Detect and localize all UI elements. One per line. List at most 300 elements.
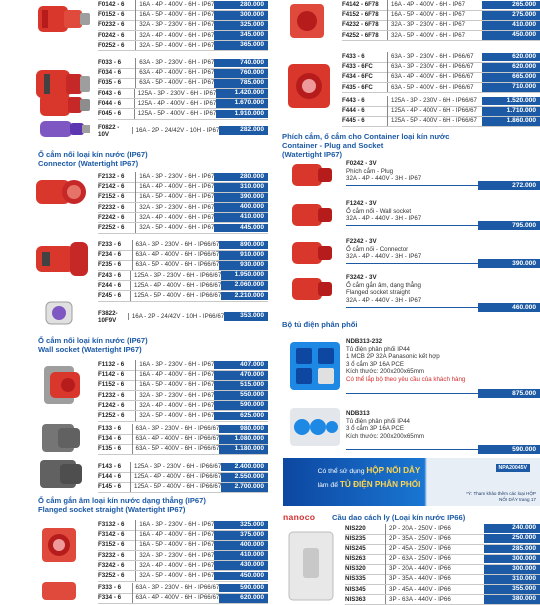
price-row: [345, 585, 540, 595]
panel-product: [346, 410, 540, 452]
price-underline: [346, 185, 478, 186]
product-spec: 63A - 4P - 400V - 6H - IP67: [135, 68, 214, 78]
row-divider: [98, 119, 268, 120]
product-code: F043 - 6: [98, 89, 122, 97]
product-spec: 125A - 4P - 400V - 6H - IP67: [134, 99, 217, 109]
product-spec: 125A - 5P - 400V - 6H - IP66/67: [130, 291, 221, 301]
product-code: F1152 - 6: [98, 381, 125, 389]
product-spec: 125A - 3P - 230V - 6H - IP66/67: [387, 96, 482, 106]
product-code: F244 - 6: [98, 281, 122, 289]
product-code: F034 - 6: [98, 69, 122, 77]
product-spec: 2P - 63A - 250V - IP66: [385, 554, 484, 564]
container-line1: Phích cắm - Plug: [346, 167, 394, 175]
product-price: 285.000: [484, 545, 540, 554]
price-row: [345, 564, 540, 574]
product-price: 910.000: [219, 251, 268, 260]
product-spec: 63A - 5P - 400V - 6H - IP66/67: [132, 444, 220, 454]
row-divider: [342, 126, 540, 127]
product-spec: 3P - 35A - 440V - IP66: [385, 574, 484, 584]
price-row: [342, 116, 540, 126]
container-code: F2242 - 3V: [346, 238, 377, 245]
wall-socket-16a-image: [34, 360, 92, 410]
product-spec: 63A - 3P - 230V - 6H - IP66/67: [132, 583, 220, 593]
price-row: [98, 593, 268, 603]
row-divider: [98, 301, 268, 302]
product-code: F033 - 6: [98, 59, 122, 66]
product-spec: 32A - 5P - 400V - 6H - IP67: [135, 411, 214, 421]
product-spec: 16A - 4P - 400V - 6H - IP67: [135, 370, 214, 380]
container-code: F3242 - 3V: [346, 274, 377, 281]
section-title-distribution-panel: Bộ tủ điện phân phối: [282, 320, 358, 329]
price-row: [98, 472, 268, 482]
product-spec: 63A - 5P - 400V - 6H - IP67: [135, 78, 214, 88]
section-title-flanged: Ổ cắm gắn âm loại kín nước dạng thẳng (IP67) Flanged socket straight (Watertight IP67): [38, 496, 206, 514]
row-divider: [98, 50, 268, 51]
price-row: [98, 89, 268, 99]
price-row: [98, 223, 268, 233]
plug-violet-image: [34, 118, 92, 140]
price-table-g4: [98, 240, 268, 301]
price-table-g8: [98, 520, 268, 581]
row-divider: [98, 454, 268, 455]
product-spec: 16A - 5P - 400V - 6H - IP67: [387, 10, 482, 20]
product-code: F4152 - 6F78: [342, 11, 379, 19]
product-spec: 32A - 3P - 230V - 6H - IP67: [135, 20, 214, 30]
price-row: [342, 83, 540, 93]
container-line2: 32A - 4P - 440V - 3H - IP67: [346, 215, 422, 223]
plug-125a-image: [34, 90, 92, 120]
price-row: [98, 482, 268, 492]
product-spec: 16A - 5P - 400V - 6H - IP67: [135, 10, 214, 20]
product-price: 380.000: [484, 595, 540, 604]
product-spec: 32A - 5P - 400V - 6H - IP67: [387, 31, 482, 41]
container-line3: 32A - 4P - 440V - 3H - IP67: [346, 296, 422, 304]
price-row: [345, 544, 540, 554]
product-code: F445 - 6: [342, 117, 365, 125]
panel-spec-line: Kích thước: 200x200x65mm: [346, 368, 425, 376]
section-title-container: Phích cắm, ổ cắm cho Container loại kín nước Container - Plug and Socket (Watertight IP67): [282, 132, 450, 159]
product-code: F044 - 6: [98, 99, 122, 107]
price-underline: [346, 449, 478, 450]
price-row: [342, 96, 540, 106]
price-row: [98, 182, 268, 192]
price-row: [98, 68, 268, 78]
product-price: 2.550.000: [221, 473, 268, 482]
product-code: F434 - 6FC: [342, 73, 373, 81]
product-price: 325.000: [214, 521, 268, 530]
row-f3822: F3822-10F9V 16A - 2P - 24/42V - 10H - IP66/67 353.000: [98, 312, 268, 321]
product-price: 410.000: [482, 21, 540, 30]
product-spec: 16A - 4P - 400V - 6H - IP67: [135, 182, 214, 192]
product-spec: 32A - 5P - 400V - 6H - IP67: [135, 223, 214, 233]
product-spec: 32A - 5P - 400V - 6H - IP67: [135, 41, 214, 51]
product-code: F145 - 6: [98, 483, 122, 491]
product-price: 430.000: [214, 561, 268, 570]
product-price: 2.700.000: [221, 483, 268, 492]
price-row: [98, 10, 268, 20]
product-spec: 125A - 5P - 400V - 6H - IP66/67: [130, 482, 221, 492]
product-spec: 125A - 3P - 230V - 6H - IP66/67: [130, 271, 221, 281]
price-table-g5: [98, 360, 268, 421]
row-divider: [98, 581, 268, 582]
plug-16a-image: [34, 0, 92, 40]
price-underline: [346, 393, 478, 394]
product-code: F2132 - 6: [98, 173, 125, 180]
product-spec: 3P - 20A - 440V - IP66: [385, 564, 484, 574]
product-spec: 32A - 4P - 400V - 6H - IP67: [135, 561, 214, 571]
banner-product-label: NPA20045V: [496, 464, 530, 472]
price-row: [345, 554, 540, 564]
product-price: 2.210.000: [221, 292, 268, 301]
panel-note: Có thể lắp bộ theo yêu cầu của khách hàng: [346, 375, 466, 383]
section-title-wall-socket: Ổ cắm nối loại kín nước (IP67) Wall socket (Watertight IP67): [38, 336, 148, 354]
price-table-g6: [98, 424, 268, 455]
product-code: F3152 - 6: [98, 541, 125, 549]
product-price: 980.000: [219, 425, 268, 434]
panel-spec-line: 3 ổ cắm 3P 16A PCE: [346, 425, 405, 433]
product-spec: 16A - 3P - 230V - 6H - IP67: [135, 360, 214, 370]
product-price: 275.000: [482, 11, 540, 20]
product-code: F2252 - 6: [98, 223, 125, 231]
product-spec: 16A - 3P - 230V - 6H - IP67: [135, 172, 214, 182]
price-row: [98, 571, 268, 581]
price-row: [98, 203, 268, 213]
product-spec: 2P - 35A - 250V - IP66: [385, 534, 484, 544]
product-price: 240.000: [484, 524, 540, 533]
product-spec: 63A - 3P - 230V - 6H - IP66/67: [132, 240, 220, 250]
product-spec: 125A - 3P - 230V - 6H - IP67: [134, 89, 217, 99]
container-product: [346, 274, 540, 312]
container-line2: 32A - 4P - 440V - 3H - IP67: [346, 175, 422, 183]
container-code: F0242 - 3V: [346, 160, 377, 167]
product-spec: 125A - 3P - 230V - 6H - IP66/67: [130, 462, 221, 472]
price-table-g3: [98, 172, 268, 233]
product-code: F443 - 6: [342, 97, 365, 104]
panel-spec-line: Tủ điện phân phối IP44: [346, 417, 410, 425]
price-row: [342, 31, 540, 41]
product-spec: 63A - 5P - 400V - 6H - IP66/67: [132, 260, 220, 270]
product-spec: 63A - 3P - 230V - 6H - IP66/67: [387, 52, 482, 62]
product-code: F234 - 6: [98, 251, 122, 259]
distribution-box-232-image: [286, 338, 344, 394]
price-row: [98, 411, 268, 421]
product-price: 785.000: [214, 79, 268, 88]
price-row: [98, 540, 268, 550]
price-row: [342, 20, 540, 30]
product-price: 1.080.000: [219, 435, 268, 444]
price-row: [342, 0, 540, 10]
product-spec: 32A - 4P - 400V - 6H - IP67: [135, 31, 214, 41]
container-code: F1242 - 3V: [346, 200, 377, 207]
product-price: 280.000: [214, 1, 268, 10]
product-code: F2152 - 6: [98, 193, 125, 201]
product-code: F333 - 6: [98, 584, 122, 591]
product-spec: 16A - 4P - 400V - 6H - IP67: [135, 0, 214, 10]
product-code: F435 - 6FC: [342, 83, 373, 91]
product-price: 410.000: [214, 213, 268, 222]
price-row: [98, 271, 268, 281]
product-spec: 32A - 3P - 230V - 6H - IP67: [135, 391, 214, 401]
banner-footnote: *Ý: Tham khảo thêm các loại HỘP NỐI DÂY trang 17: [466, 491, 536, 502]
product-code: F143 - 6: [98, 463, 122, 470]
product-spec: 32A - 3P - 230V - 6H - IP67: [135, 551, 214, 561]
product-price: 445.000: [214, 224, 268, 233]
product-spec: 32A - 5P - 400V - 6H - IP67: [135, 571, 214, 581]
product-price: 250.000: [484, 534, 540, 543]
product-price: 1.860.000: [482, 117, 540, 126]
price-row: [342, 52, 540, 62]
product-price: 450.000: [214, 572, 268, 581]
product-spec: 63A - 4P - 400V - 6H - IP66/67: [132, 593, 220, 603]
product-code: F3142 - 6: [98, 531, 125, 539]
price-row: [342, 10, 540, 20]
product-spec: 63A - 3P - 230V - 6H - IP66/67: [387, 62, 482, 72]
product-spec: 63A - 4P - 400V - 6H - IP66/67: [132, 250, 220, 260]
product-code: NIS363: [345, 595, 366, 603]
product-code: F1132 - 6: [98, 361, 125, 368]
container-product-image: [288, 200, 346, 230]
product-code: F4232 - 6F78: [342, 21, 379, 29]
container-price: 795.000: [478, 221, 540, 230]
product-code: F1142 - 6: [98, 371, 125, 379]
product-code: NIS263: [345, 555, 366, 563]
product-price: 1.420.000: [216, 89, 268, 98]
price-row: [98, 561, 268, 571]
container-product-image: [288, 238, 346, 268]
price-row: [98, 250, 268, 260]
price-row: [98, 360, 268, 370]
product-code: F035 - 6: [98, 79, 122, 87]
container-product-image: [288, 160, 346, 190]
price-row: [98, 78, 268, 88]
price-row: [98, 530, 268, 540]
product-spec: 16A - 5P - 400V - 6H - IP67: [135, 540, 214, 550]
product-code: F3232 - 6: [98, 551, 125, 559]
row-divider: [98, 421, 268, 422]
product-price: 590.000: [219, 584, 268, 593]
price-row: [98, 444, 268, 454]
panel-code: NDB313-232: [346, 338, 383, 345]
product-code: F243 - 6: [98, 271, 122, 279]
product-spec: 16A - 5P - 400V - 6H - IP67: [135, 380, 214, 390]
panel-spec-line: Tủ điện phân phối IP44: [346, 345, 410, 353]
price-row: [98, 391, 268, 401]
product-code: F0252 - 6: [98, 41, 125, 49]
product-spec: 3P - 63A - 440V - IP66: [385, 595, 484, 605]
product-spec: 32A - 4P - 400V - 6H - IP67: [135, 401, 214, 411]
product-price: 930.000: [219, 261, 268, 270]
product-code: NIS335: [345, 575, 366, 583]
product-spec: 63A - 5P - 400V - 6H - IP66/67: [387, 83, 482, 93]
container-product: [346, 200, 540, 238]
panel-code: NDB313: [346, 410, 370, 417]
product-code: NIS320: [345, 565, 366, 573]
product-code: F135 - 6: [98, 445, 122, 453]
product-price: 1.710.000: [482, 107, 540, 116]
panel-spec-line: Kích thước: 200x200x65mm: [346, 432, 425, 440]
product-code: F2242 - 6: [98, 213, 125, 221]
product-price: 760.000: [214, 69, 268, 78]
product-price: 310.000: [484, 575, 540, 584]
flanged-angled-63a-image: [284, 58, 342, 116]
product-code: F133 - 6: [98, 425, 122, 432]
price-row: [342, 106, 540, 116]
container-line2: 32A - 4P - 440V - 3H - IP67: [346, 253, 422, 261]
product-price: 1.670.000: [216, 99, 268, 108]
product-code: F4142 - 6F78: [342, 1, 379, 8]
product-spec: 125A - 4P - 400V - 6H - IP66/67: [130, 281, 221, 291]
product-price: 590.000: [214, 401, 268, 410]
price-row: [98, 213, 268, 223]
flanged-63a-image: [34, 580, 92, 600]
product-spec: 2P - 20A - 250V - IP66: [385, 524, 484, 534]
product-code: NIS345: [345, 585, 366, 593]
product-price: 300.000: [214, 11, 268, 20]
price-row: [98, 370, 268, 380]
product-code: NIS220: [345, 525, 366, 532]
panel-price: 875.000: [478, 389, 540, 398]
row-divider: [98, 492, 268, 493]
distribution-box-image: [286, 402, 344, 450]
product-spec: 3P - 45A - 440V - IP66: [385, 585, 484, 595]
banner-line1: Có thể sử dụng HỘP NỐI DÂY: [317, 466, 421, 475]
container-line1: Ổ cắm nối - Connector: [346, 245, 409, 253]
product-code: F134 - 6: [98, 435, 122, 443]
product-price: 740.000: [214, 59, 268, 68]
product-price: 1.180.000: [219, 445, 268, 454]
product-code: F245 - 6: [98, 291, 122, 299]
price-row: [98, 172, 268, 182]
product-code: NIS235: [345, 535, 366, 543]
product-price: 625.000: [214, 412, 268, 421]
product-code: F1242 - 6: [98, 401, 125, 409]
row-f0822: F0822 - 10V 16A - 2P - 24/42V - 10H - IP67 282.000: [98, 126, 268, 135]
row-divider: [98, 603, 268, 604]
product-price: 300.000: [484, 555, 540, 564]
product-code: F2232 - 6: [98, 203, 125, 211]
product-price: 515.000: [214, 381, 268, 390]
container-line1: Ổ cắm gắn âm, dạng thẳng: [346, 281, 421, 289]
container-product-image: [288, 274, 346, 304]
flanged-angled-16a-image: [286, 0, 344, 42]
product-spec: 16A - 4P - 400V - 6H - IP67: [135, 530, 214, 540]
price-row: [98, 424, 268, 434]
price-row: [98, 58, 268, 68]
product-price: 1.520.000: [482, 97, 540, 106]
product-code: F233 - 6: [98, 241, 122, 248]
price-row: [98, 99, 268, 109]
wall-socket-63a-image: [34, 420, 92, 456]
product-spec: 125A - 4P - 400V - 6H - IP66/67: [130, 472, 221, 482]
product-code: F0232 - 6: [98, 21, 125, 29]
product-spec: 63A - 4P - 400V - 6H - IP66/67: [132, 434, 220, 444]
price-row: [98, 0, 268, 10]
product-price: 620.000: [219, 594, 268, 603]
container-line1: Ổ cắm nổi - Wall socket: [346, 207, 412, 215]
product-price: 1.950.000: [221, 271, 268, 280]
product-price: 265.000: [482, 1, 540, 10]
price-table-r1: [342, 0, 540, 41]
product-price: 310.000: [214, 183, 268, 192]
product-price: 470.000: [214, 371, 268, 380]
product-spec: 32A - 3P - 230V - 6H - IP67: [135, 203, 214, 213]
price-underline: [346, 225, 478, 226]
container-product: [346, 238, 540, 276]
row-divider: [342, 92, 540, 93]
product-code: F444 - 6: [342, 107, 365, 115]
product-price: 665.000: [482, 73, 540, 82]
product-price: 325.000: [214, 21, 268, 30]
price-table-r2: [342, 52, 540, 93]
product-spec: 63A - 3P - 230V - 6H - IP67: [135, 58, 214, 68]
product-price: 1.910.000: [216, 110, 268, 119]
price-underline: [346, 263, 478, 264]
price-table-r3: [342, 96, 540, 127]
product-code: F3252 - 6: [98, 571, 125, 579]
container-price: 390.000: [478, 259, 540, 268]
product-price: 355.000: [484, 585, 540, 594]
product-price: 450.000: [482, 31, 540, 40]
panel-spec-line: 1 MCB 2P 32A Panasonic kết hợp: [346, 353, 440, 361]
container-product: [346, 160, 540, 198]
product-spec: 16A - 3P - 230V - 6H - IP67: [135, 520, 214, 530]
price-row: [98, 551, 268, 561]
price-row: [98, 401, 268, 411]
row-divider: [342, 40, 540, 41]
product-price: 550.000: [214, 391, 268, 400]
product-code: F0152 - 6: [98, 11, 125, 19]
product-code: F334 - 6: [98, 594, 122, 602]
connector-63a-image: [34, 236, 92, 282]
product-spec: 125A - 5P - 400V - 6H - IP66/67: [387, 116, 482, 126]
price-table-g7: [98, 462, 268, 493]
product-code: F433 - 6FC: [342, 63, 373, 71]
product-price: 375.000: [214, 531, 268, 540]
product-price: 300.000: [484, 565, 540, 574]
price-row: [342, 72, 540, 82]
product-spec: 2P - 45A - 250V - IP66: [385, 544, 484, 554]
product-spec: 63A - 3P - 230V - 6H - IP66/67: [132, 424, 220, 434]
product-spec: 16A - 5P - 400V - 6H - IP67: [135, 192, 214, 202]
price-row: [98, 291, 268, 301]
price-row: [98, 520, 268, 530]
product-code: F2142 - 6: [98, 183, 125, 191]
product-spec: 125A - 5P - 400V - 6H - IP67: [134, 109, 217, 119]
banner-line2: làm để TỦ ĐIỆN PHÂN PHỐI: [317, 480, 421, 489]
product-spec: 16A - 4P - 400V - 6H - IP67: [387, 0, 482, 10]
product-code: F3132 - 6: [98, 521, 125, 528]
product-price: 407.000: [214, 361, 268, 370]
product-price: 620.000: [482, 53, 540, 62]
product-code: F045 - 6: [98, 109, 122, 117]
product-code: F433 - 6: [342, 53, 365, 60]
price-row: [98, 41, 268, 51]
price-row: [98, 20, 268, 30]
product-price: 410.000: [214, 551, 268, 560]
price-row: [345, 524, 540, 534]
price-row: [98, 281, 268, 291]
product-code: F0142 - 6: [98, 1, 125, 8]
price-row: [98, 109, 268, 119]
product-price: 345.000: [214, 31, 268, 40]
panel-price: 590.000: [478, 445, 540, 454]
connector-violet-image: [34, 298, 92, 328]
product-spec: 63A - 4P - 400V - 6H - IP66/67: [387, 72, 482, 82]
product-spec: 32A - 4P - 400V - 6H - IP67: [135, 213, 214, 223]
price-underline: [346, 307, 478, 308]
panel-spec-line: 3 ổ cắm 3P 16A PCE: [346, 360, 405, 368]
section-title-connector: Ổ cắm nối loại kín nước (IP67) Connector (Watertight IP67): [38, 150, 148, 168]
